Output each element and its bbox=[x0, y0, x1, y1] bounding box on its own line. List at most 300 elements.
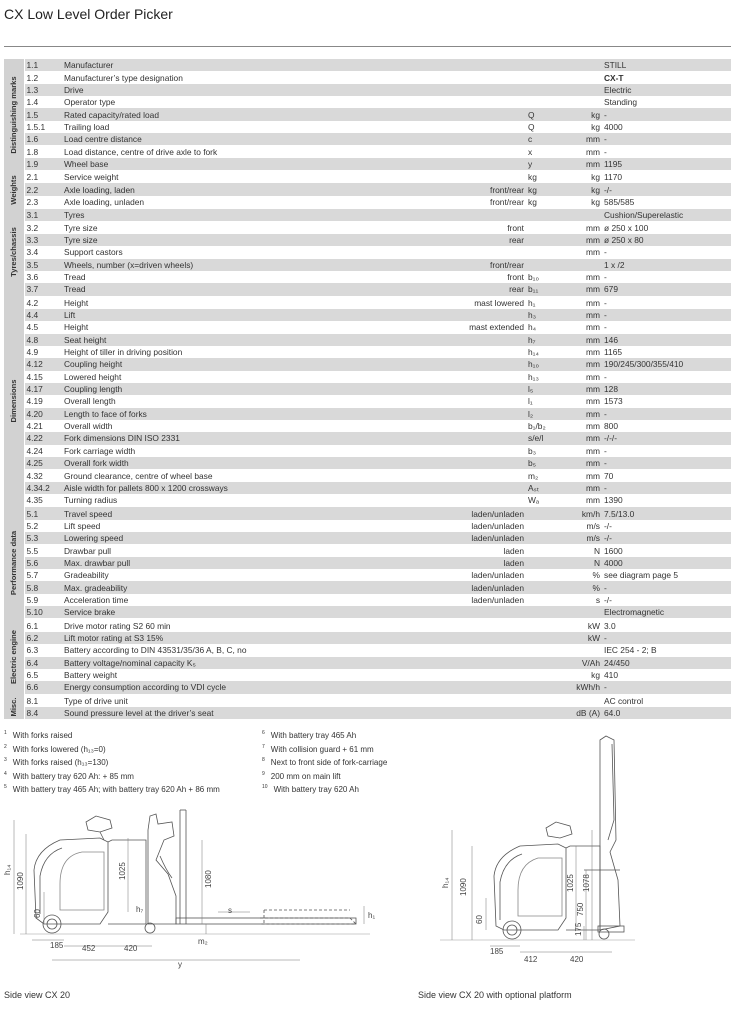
row-number: 3.5 bbox=[24, 259, 62, 271]
spec-row bbox=[4, 383, 731, 395]
footnote bbox=[4, 755, 220, 769]
row-description: Axle loading, laden bbox=[62, 183, 382, 195]
dim-1080-label: 1080 bbox=[204, 870, 213, 888]
dim-y-label: y bbox=[178, 960, 182, 969]
row-unit: mm bbox=[562, 457, 602, 469]
row-value: 1195 bbox=[602, 158, 731, 171]
row-number: 5.10 bbox=[24, 606, 62, 619]
spec-row bbox=[4, 457, 731, 469]
footnote-text: With forks lowered (h₁₃=0) bbox=[12, 744, 106, 754]
row-unit: mm bbox=[562, 309, 602, 321]
row-description: Manufacturer’s type designation bbox=[64, 72, 183, 83]
row-condition bbox=[382, 707, 526, 719]
row-description: Wheels, number (x=driven wheels) bbox=[62, 259, 382, 271]
row-description: Tyre size bbox=[64, 222, 98, 233]
row-value: -/- bbox=[604, 594, 612, 605]
row-value: - bbox=[602, 457, 731, 469]
row-description: Ground clearance, centre of wheel base bbox=[64, 470, 213, 481]
spec-row bbox=[4, 358, 731, 370]
row-unit: mm bbox=[586, 445, 600, 456]
footnote-text: 200 mm on main lift bbox=[270, 771, 341, 781]
spec-row bbox=[4, 408, 731, 420]
row-description: Trailing load bbox=[64, 121, 110, 132]
row-condition bbox=[382, 71, 526, 83]
row-condition bbox=[382, 632, 526, 644]
row-number: 5.2 bbox=[26, 520, 39, 531]
row-description: Coupling length bbox=[62, 383, 382, 395]
dim-h14-label: h₁₄ bbox=[3, 864, 12, 875]
row-number: 3.4 bbox=[26, 247, 39, 258]
row-unit: km/h bbox=[562, 507, 602, 520]
row-symbol bbox=[526, 221, 562, 233]
row-symbol bbox=[526, 84, 562, 96]
spec-row bbox=[4, 482, 731, 494]
row-value: Electric bbox=[602, 84, 731, 96]
row-value: 1 x /2 bbox=[602, 259, 731, 271]
dim-185-label: 185 bbox=[50, 941, 64, 950]
row-symbol bbox=[526, 209, 562, 222]
row-unit: mm bbox=[562, 358, 602, 370]
row-value: AC control bbox=[602, 694, 731, 707]
row-symbol bbox=[526, 606, 562, 619]
row-value: 146 bbox=[602, 334, 731, 346]
row-value: - bbox=[602, 296, 731, 309]
row-number: 3.7 bbox=[24, 283, 62, 296]
row-number: 2.2 bbox=[24, 183, 62, 195]
row-symbol: h₇ bbox=[526, 334, 562, 346]
row-number: 1.5 bbox=[24, 108, 62, 120]
row-unit: s bbox=[595, 594, 600, 605]
row-description: Load distance, centre of drive axle to fork bbox=[64, 146, 218, 157]
row-condition: laden/unladen bbox=[382, 507, 526, 520]
row-unit: mm bbox=[562, 334, 602, 346]
category-cell bbox=[4, 619, 24, 694]
spec-row bbox=[4, 121, 731, 133]
row-condition bbox=[382, 133, 526, 145]
row-description: Travel speed bbox=[62, 507, 382, 520]
row-number: 5.1 bbox=[24, 507, 62, 520]
spec-row bbox=[4, 283, 731, 296]
row-unit: mm bbox=[562, 408, 602, 420]
row-number: 4.32 bbox=[26, 470, 43, 481]
row-description: Lowering speed bbox=[62, 532, 382, 544]
row-symbol: kg bbox=[526, 171, 562, 184]
row-condition: laden/unladen bbox=[471, 570, 524, 581]
dim-420-label: 420 bbox=[124, 944, 138, 953]
row-symbol bbox=[526, 694, 562, 707]
row-value: 1573 bbox=[604, 396, 623, 407]
row-description: Tyres bbox=[62, 209, 382, 222]
category-cell bbox=[4, 59, 24, 171]
row-condition bbox=[382, 59, 526, 71]
spec-row bbox=[4, 84, 731, 96]
row-number: 6.3 bbox=[26, 645, 39, 656]
spec-row bbox=[4, 619, 731, 632]
row-description: Tyre size bbox=[62, 234, 382, 246]
row-condition bbox=[382, 657, 526, 669]
row-condition: laden/unladen bbox=[382, 581, 526, 593]
row-description: Lift bbox=[62, 309, 382, 321]
row-description: Max. drawbar pull bbox=[62, 557, 382, 569]
row-value: -/-/- bbox=[602, 432, 731, 444]
category-cell bbox=[4, 209, 24, 296]
row-value: 4000 bbox=[604, 121, 623, 132]
category-cell bbox=[4, 694, 24, 719]
row-unit: kW bbox=[562, 619, 602, 632]
row-value: CX-T bbox=[604, 72, 624, 83]
category-cell bbox=[4, 171, 24, 209]
row-unit: mm bbox=[586, 247, 600, 258]
row-number: 3.3 bbox=[24, 234, 62, 246]
row-condition bbox=[382, 644, 526, 656]
row-symbol: b₃ bbox=[528, 445, 537, 456]
row-number: 3.2 bbox=[26, 222, 39, 233]
row-symbol: Q bbox=[526, 108, 562, 120]
row-unit: dB (A) bbox=[562, 707, 602, 719]
category-cell bbox=[4, 507, 24, 619]
row-symbol bbox=[526, 569, 562, 581]
row-description: Height bbox=[64, 322, 89, 333]
row-symbol: l₅ bbox=[526, 383, 562, 395]
row-unit: mm bbox=[586, 146, 600, 157]
row-symbol: Q bbox=[528, 121, 535, 132]
spec-row bbox=[4, 469, 731, 481]
row-value: - bbox=[602, 681, 731, 694]
row-number: 6.5 bbox=[26, 670, 39, 681]
row-description: Overall width bbox=[64, 421, 113, 432]
row-symbol: l₁ bbox=[528, 396, 533, 407]
row-description: Length to face of forks bbox=[62, 408, 382, 420]
row-symbol bbox=[526, 657, 562, 669]
row-description: Battery weight bbox=[64, 670, 118, 681]
row-number: 4.21 bbox=[26, 421, 43, 432]
row-description: Energy consumption according to VDI cycle bbox=[62, 681, 382, 694]
row-unit: mm bbox=[586, 272, 600, 283]
footnote-number: 2 bbox=[4, 743, 7, 750]
category-label: Misc. bbox=[8, 697, 18, 717]
row-symbol: h₁₃ bbox=[528, 371, 539, 382]
footnote-number: 4 bbox=[4, 770, 7, 777]
row-unit: mm bbox=[562, 432, 602, 444]
row-unit: mm bbox=[586, 421, 600, 432]
row-symbol bbox=[526, 59, 562, 71]
row-value: 800 bbox=[604, 421, 618, 432]
category-label: Weights bbox=[8, 174, 18, 205]
row-symbol bbox=[526, 532, 562, 544]
spec-row bbox=[4, 644, 731, 656]
row-number: 4.19 bbox=[26, 396, 43, 407]
row-symbol: y bbox=[526, 158, 562, 171]
row-condition bbox=[382, 121, 526, 133]
row-condition bbox=[382, 309, 526, 321]
row-number: 3.1 bbox=[24, 209, 62, 222]
row-symbol: b₁₁ bbox=[526, 283, 562, 296]
row-symbol bbox=[526, 644, 562, 656]
row-description: Aisle width for pallets 800 x 1200 crossways bbox=[62, 482, 382, 494]
row-condition bbox=[382, 346, 526, 358]
row-unit: kg bbox=[591, 121, 600, 132]
spec-row bbox=[4, 507, 731, 520]
row-symbol: h₃ bbox=[526, 309, 562, 321]
row-number: 4.35 bbox=[26, 495, 43, 506]
row-unit: kg bbox=[562, 108, 602, 120]
row-description: Height of tiller in driving position bbox=[64, 347, 183, 358]
row-value: 1390 bbox=[604, 495, 623, 506]
row-value: IEC 254 - 2; B bbox=[604, 645, 657, 656]
row-symbol: h₁ bbox=[526, 296, 562, 309]
row-description: Manufacturer bbox=[62, 59, 382, 71]
row-condition bbox=[382, 420, 526, 432]
row-symbol bbox=[526, 234, 562, 246]
row-value: STILL bbox=[602, 59, 731, 71]
row-number: 6.6 bbox=[24, 681, 62, 694]
row-value: 24/450 bbox=[602, 657, 731, 669]
row-condition: front bbox=[507, 272, 524, 283]
row-value: ø 250 x 100 bbox=[604, 222, 649, 233]
footnote bbox=[262, 728, 387, 742]
row-description: Coupling height bbox=[62, 358, 382, 370]
row-value: - bbox=[602, 632, 731, 644]
row-unit: mm bbox=[562, 482, 602, 494]
row-unit: m/s bbox=[586, 520, 600, 531]
spec-row bbox=[4, 395, 731, 407]
row-description: Drawbar pull bbox=[64, 545, 112, 556]
dim-h7-label: h₇ bbox=[136, 905, 144, 914]
row-number: 5.3 bbox=[24, 532, 62, 544]
row-value: - bbox=[602, 309, 731, 321]
row-description: Seat height bbox=[62, 334, 382, 346]
row-description: Tread bbox=[62, 283, 382, 296]
row-condition bbox=[382, 606, 526, 619]
spec-row bbox=[4, 432, 731, 444]
row-unit: N bbox=[593, 545, 600, 556]
dim-s-label: s bbox=[228, 906, 232, 915]
row-description: Gradeability bbox=[64, 570, 109, 581]
row-unit bbox=[562, 209, 602, 222]
row-value: -/- bbox=[602, 532, 731, 544]
row-condition bbox=[382, 482, 526, 494]
spec-row bbox=[4, 234, 731, 246]
row-number: 4.34.2 bbox=[24, 482, 62, 494]
row-condition bbox=[382, 469, 526, 481]
row-value: 128 bbox=[602, 383, 731, 395]
row-symbol: l₂ bbox=[526, 408, 562, 420]
row-number: 6.1 bbox=[24, 619, 62, 632]
row-number: 4.17 bbox=[24, 383, 62, 395]
row-symbol bbox=[526, 71, 562, 83]
caption-side-view-platform: Side view CX 20 with optional platform bbox=[418, 990, 572, 1000]
row-symbol bbox=[526, 259, 562, 271]
row-symbol: c bbox=[526, 133, 562, 145]
spec-row bbox=[4, 594, 731, 606]
row-condition bbox=[382, 358, 526, 370]
spec-row bbox=[4, 108, 731, 120]
category-label: Electric engine bbox=[8, 629, 18, 684]
row-unit bbox=[562, 59, 602, 71]
row-description: Drive bbox=[62, 84, 382, 96]
row-number: 5.7 bbox=[26, 570, 39, 581]
row-description: Height bbox=[62, 296, 382, 309]
row-unit: mm bbox=[586, 371, 600, 382]
row-unit: kWh/h bbox=[562, 681, 602, 694]
category-label: Performance data bbox=[8, 530, 18, 595]
row-description: Rated capacity/rated load bbox=[62, 108, 382, 120]
footnote bbox=[262, 755, 387, 769]
row-number: 4.22 bbox=[24, 432, 62, 444]
spec-row bbox=[4, 133, 731, 145]
row-number: 1.2 bbox=[26, 72, 39, 83]
footnote-text: Next to front side of fork-carriage bbox=[270, 758, 388, 767]
spec-row bbox=[4, 346, 731, 358]
row-symbol bbox=[526, 681, 562, 694]
row-number: 1.4 bbox=[26, 97, 39, 108]
row-symbol: Aₛₜ bbox=[526, 482, 562, 494]
spec-row bbox=[4, 145, 731, 157]
row-condition bbox=[382, 145, 526, 157]
row-value: - bbox=[602, 108, 731, 120]
row-description: Lowered height bbox=[64, 371, 122, 382]
footnote-text: With forks raised (h₁₃=130) bbox=[12, 758, 109, 767]
row-condition: laden bbox=[382, 557, 526, 569]
spec-row bbox=[4, 309, 731, 321]
spec-row bbox=[4, 371, 731, 383]
spec-row bbox=[4, 271, 731, 283]
footnote bbox=[4, 782, 220, 796]
dim-60-label: 60 bbox=[33, 909, 42, 918]
footnote-number: 1 bbox=[4, 730, 7, 736]
row-number: 4.2 bbox=[24, 296, 62, 309]
row-symbol: Wₐ bbox=[528, 495, 540, 506]
spec-row bbox=[4, 494, 731, 507]
category-label: Distinguishing marks bbox=[8, 76, 18, 154]
row-value: 1170 bbox=[602, 171, 731, 184]
row-description: Sound pressure level at the driver’s seat bbox=[62, 707, 382, 719]
spec-row bbox=[4, 569, 731, 581]
footnote bbox=[262, 742, 387, 756]
dim-412-label: 412 bbox=[524, 955, 538, 964]
page-title: CX Low Level Order Picker bbox=[4, 6, 173, 22]
row-condition bbox=[382, 669, 526, 681]
row-condition: front/rear bbox=[382, 183, 526, 195]
row-number: 8.4 bbox=[24, 707, 62, 719]
row-number: 4.5 bbox=[26, 322, 39, 333]
row-description: Turning radius bbox=[64, 495, 118, 506]
row-value: Standing bbox=[604, 97, 638, 108]
spec-row bbox=[4, 321, 731, 333]
row-description: Wheel base bbox=[62, 158, 382, 171]
footnote-text: With battery tray 620 Ah bbox=[273, 785, 359, 794]
row-unit bbox=[562, 96, 602, 108]
row-number: 4.15 bbox=[26, 371, 43, 382]
row-symbol: m₂ bbox=[528, 470, 539, 481]
row-description: Lift motor rating at S3 15% bbox=[62, 632, 382, 644]
spec-row bbox=[4, 158, 731, 171]
row-unit: mm bbox=[562, 283, 602, 296]
row-value: 70 bbox=[604, 470, 614, 481]
row-symbol: kg bbox=[528, 196, 537, 207]
row-description: Axle loading, unladen bbox=[64, 196, 145, 207]
spec-row bbox=[4, 196, 731, 209]
row-value: - bbox=[604, 322, 607, 333]
row-unit bbox=[562, 694, 602, 707]
spec-row bbox=[4, 707, 731, 719]
footnote-text: With forks raised bbox=[12, 731, 73, 740]
spec-row bbox=[4, 96, 731, 108]
row-number: 1.9 bbox=[24, 158, 62, 171]
row-unit: mm bbox=[586, 470, 600, 481]
row-unit: mm bbox=[586, 322, 600, 333]
row-condition bbox=[382, 158, 526, 171]
row-symbol: h₁₄ bbox=[528, 347, 539, 358]
footnote-number: 8 bbox=[262, 757, 265, 763]
row-condition bbox=[382, 445, 526, 457]
row-value: 1600 bbox=[604, 545, 623, 556]
row-number: 1.1 bbox=[24, 59, 62, 71]
row-condition bbox=[382, 383, 526, 395]
row-condition bbox=[382, 432, 526, 444]
spec-row bbox=[4, 246, 731, 258]
row-value: 1165 bbox=[604, 347, 623, 358]
footnote-number: 3 bbox=[4, 757, 7, 763]
row-number: 4.12 bbox=[24, 358, 62, 370]
row-symbol bbox=[526, 594, 562, 606]
side-view-cx20-platform-drawing bbox=[420, 730, 730, 980]
spec-row bbox=[4, 183, 731, 195]
spec-row bbox=[4, 71, 731, 83]
row-unit: N bbox=[562, 557, 602, 569]
spec-row bbox=[4, 532, 731, 544]
row-number: 6.2 bbox=[24, 632, 62, 644]
row-symbol bbox=[526, 246, 562, 258]
row-value: 190/245/300/355/410 bbox=[602, 358, 731, 370]
row-description: Drive motor rating S2 60 min bbox=[62, 619, 382, 632]
footnote bbox=[4, 769, 220, 783]
spec-row bbox=[4, 59, 731, 71]
row-value: - bbox=[602, 581, 731, 593]
row-unit bbox=[562, 606, 602, 619]
row-description: Acceleration time bbox=[64, 594, 129, 605]
footnote-number: 10 bbox=[262, 784, 268, 790]
row-symbol: b₅ bbox=[526, 457, 562, 469]
row-unit: mm bbox=[586, 347, 600, 358]
footnote-text: With battery tray 465 Ah bbox=[270, 731, 357, 740]
row-condition: rear bbox=[382, 234, 526, 246]
footnote-number: 6 bbox=[262, 730, 265, 736]
row-description: Load centre distance bbox=[62, 133, 382, 145]
row-value: Electromagnetic bbox=[602, 606, 731, 619]
row-unit: mm bbox=[562, 133, 602, 145]
row-unit: mm bbox=[586, 495, 600, 506]
row-unit: mm bbox=[586, 222, 600, 233]
dim-1025-label: 1025 bbox=[118, 862, 127, 880]
row-value: 4000 bbox=[602, 557, 731, 569]
row-unit: kW bbox=[562, 632, 602, 644]
row-value: 64.0 bbox=[602, 707, 731, 719]
dim-1025-label: 1025 bbox=[566, 874, 575, 892]
row-description: Fork dimensions DIN ISO 2331 bbox=[62, 432, 382, 444]
row-symbol: kg bbox=[526, 183, 562, 195]
row-number: 4.24 bbox=[26, 445, 43, 456]
row-value: 410 bbox=[604, 670, 618, 681]
row-condition bbox=[382, 96, 526, 108]
row-symbol: h₁₀ bbox=[526, 358, 562, 370]
dim-m2-label: m₂ bbox=[198, 937, 208, 946]
row-symbol bbox=[526, 544, 562, 556]
row-condition: rear bbox=[382, 283, 526, 296]
row-description: Service weight bbox=[62, 171, 382, 184]
footnote-number: 5 bbox=[4, 784, 7, 790]
row-unit: mm bbox=[562, 296, 602, 309]
